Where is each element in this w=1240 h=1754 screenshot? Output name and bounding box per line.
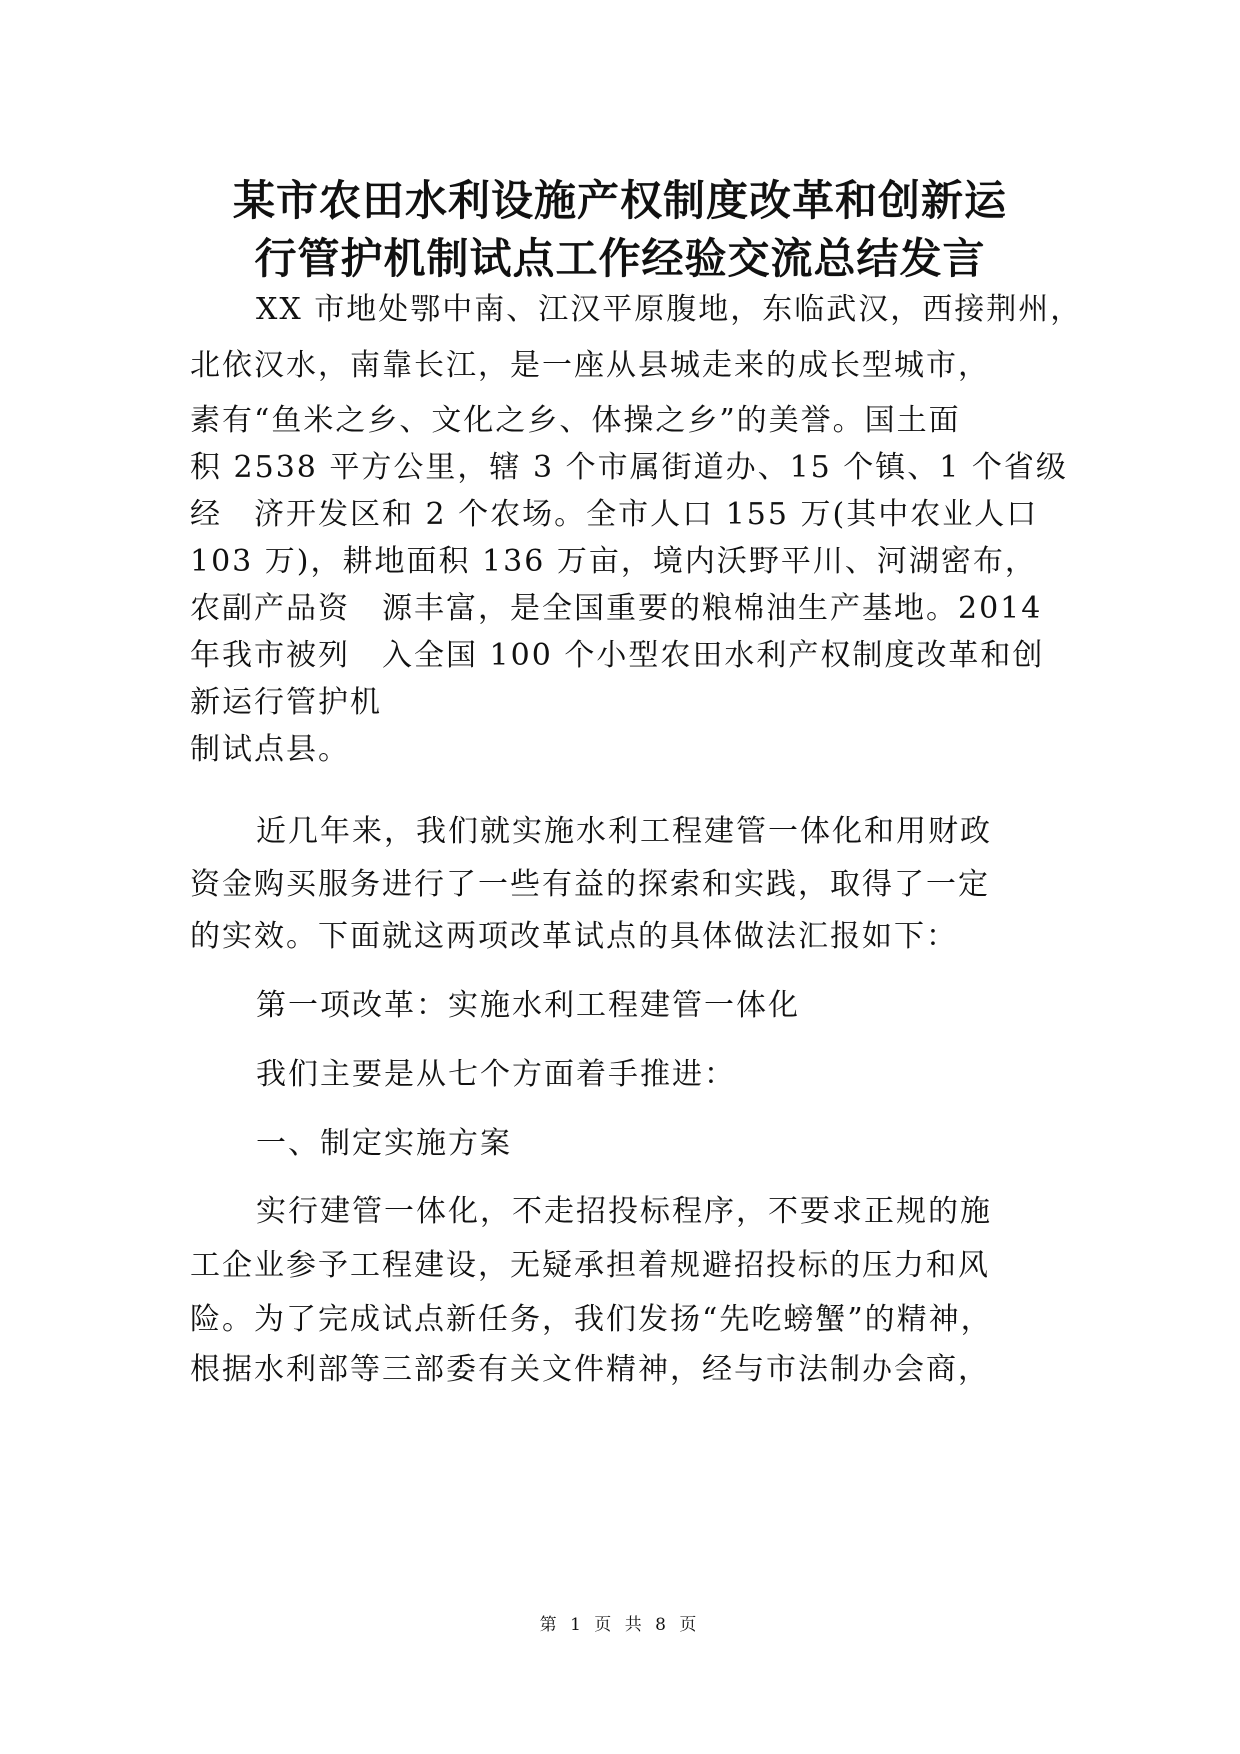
paragraph1-line-7: 农副产品资 源丰富，是全国重要的粮棉油生产基地。2014 [190,591,1043,626]
paragraph3-line-2: 工企业参予工程建设，无疑承担着规避招投标的压力和风 [190,1248,990,1283]
title-line-1: 某市农田水利设施产权制度改革和创新运 [232,176,1007,225]
paragraph3-line-4: 根据水利部等三部委有关文件精神，经与市法制办会商， [190,1352,990,1387]
page-footer: 第 1 页 共 8 页 [539,1615,701,1635]
section1-heading: 一、制定实施方案 [256,1126,512,1161]
aspects-intro: 我们主要是从七个方面着手推进： [256,1057,736,1092]
document-title [150,172,1090,288]
paragraph1-line-9: 新运行管护机 [190,685,382,720]
paragraph1-line-2: 北依汉水，南靠长江，是一座从县城走来的成长型城市， [190,348,990,383]
paragraph1-line-4: 积 2538 平方公里，辖 3 个市属街道办、15 个镇、1 个省级 [190,450,1068,485]
paragraph1-line-3: 素有“鱼米之乡、文化之乡、体操之乡”的美誉。国土面 [190,403,961,438]
paragraph1-line-8: 年我市被列 入全国 100 个小型农田水利产权制度改革和创 [190,638,1045,673]
paragraph1-line-6: 103 万)，耕地面积 136 万亩，境内沃野平川、河湖密布， [190,544,1037,579]
paragraph2-line-3: 的实效。下面就这两项改革试点的具体做法汇报如下： [190,919,958,954]
paragraph1-line-5: 经 济开发区和 2 个农场。全市人口 155 万(其中农业人口 [190,497,1039,532]
title-line-2: 行管护机制试点工作经验交流总结发言 [254,234,986,283]
reform1-heading: 第一项改革：实施水利工程建管一体化 [256,988,800,1023]
paragraph3-line-3: 险。为了完成试点新任务，我们发扬“先吃螃蟹”的精神， [190,1302,993,1337]
paragraph1-line-1: XX 市地处鄂中南、江汉平原腹地，东临武汉，西接荆州， [256,292,1083,327]
paragraph1-line-10: 制试点县。 [190,732,350,767]
paragraph2-line-2: 资金购买服务进行了一些有益的探索和实践，取得了一定 [190,867,990,902]
paragraph2-line-1: 近几年来，我们就实施水利工程建管一体化和用财政 [256,814,992,849]
paragraph3-line-1: 实行建管一体化，不走招投标程序，不要求正规的施 [256,1194,992,1229]
